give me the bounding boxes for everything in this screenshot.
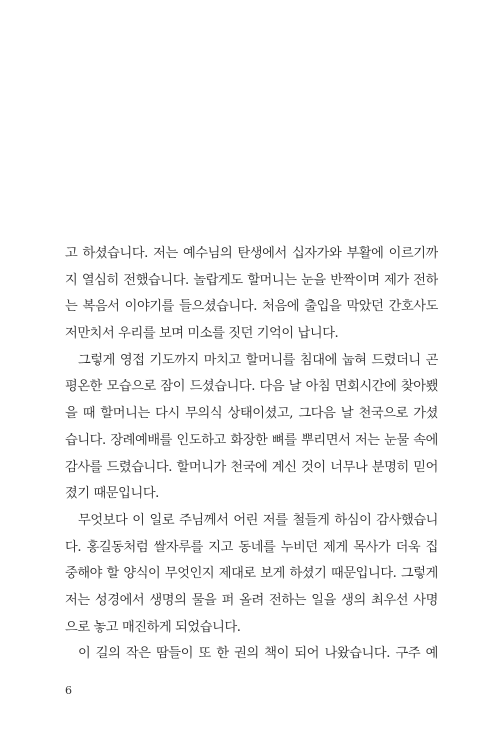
text-line: 졌기 때문입니다. bbox=[65, 486, 159, 502]
text-line: 저만치서 우리를 보며 미소를 짓던 기억이 납니다. bbox=[65, 326, 339, 342]
text-line: 저는 성경에서 생명의 물을 퍼 올려 전하는 일을 생의 최우선 사명 bbox=[65, 592, 438, 608]
text-line: 는 복음서 이야기를 들으셨습니다. 처음에 출입을 막았던 간호사도 bbox=[65, 299, 438, 315]
text-line: 습니다. 장례예배를 인도하고 화장한 뼈를 뿌리면서 저는 눈물 속에 bbox=[65, 432, 438, 448]
text-line-paragraph-start: 그렇게 영접 기도까지 마치고 할머니를 침대에 눕혀 드렸더니 곤 bbox=[78, 352, 438, 368]
page-number: 6 bbox=[65, 684, 72, 697]
text-line-paragraph-start: 이 길의 작은 땀들이 또 한 권의 책이 되어 나왔습니다. 구주 예 bbox=[78, 646, 438, 662]
text-line: 중해야 할 양식이 무엇인지 제대로 보게 하셨기 때문입니다. 그렇게 bbox=[65, 566, 438, 582]
text-line: 평온한 모습으로 잠이 드셨습니다. 다음 날 아침 면회시간에 찾아뵀 bbox=[65, 379, 438, 395]
text-line: 으로 놓고 매진하게 되었습니다. bbox=[65, 619, 241, 635]
body-text bbox=[65, 241, 438, 668]
text-line: 감사를 드렸습니다. 할머니가 천국에 계신 것이 너무나 분명히 믿어 bbox=[65, 459, 438, 475]
text-line-paragraph-start: 무엇보다 이 일로 주님께서 어린 저를 철들게 하심이 감사했습니 bbox=[78, 512, 438, 528]
text-line: 지 열심히 전했습니다. 놀랍게도 할머니는 눈을 반짝이며 제가 전하 bbox=[65, 272, 438, 288]
text-line: 다. 홍길동처럼 쌀자루를 지고 동네를 누비던 제게 목사가 더욱 집 bbox=[65, 539, 438, 555]
text-line: 고 하셨습니다. 저는 예수님의 탄생에서 십자가와 부활에 이르기까 bbox=[65, 246, 438, 261]
text-line: 을 때 할머니는 다시 무의식 상태이셨고, 그다음 날 천국으로 가셨 bbox=[65, 406, 438, 422]
